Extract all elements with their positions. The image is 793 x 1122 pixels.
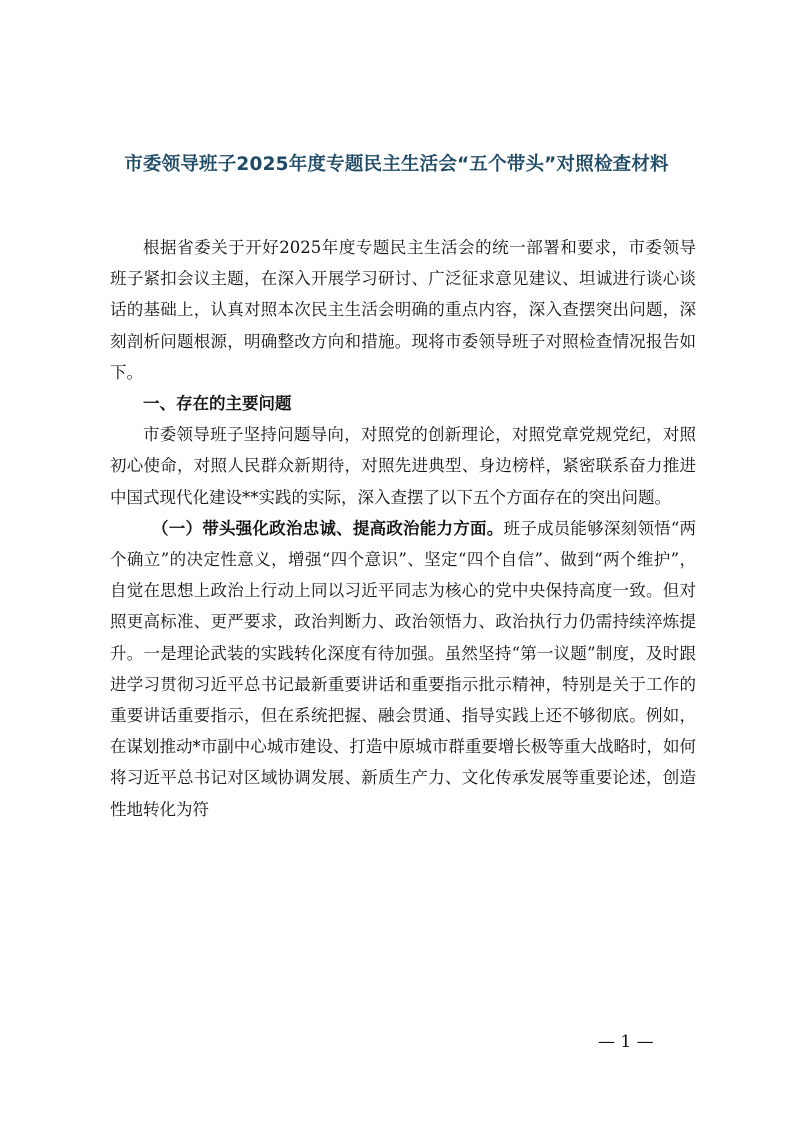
section1-paragraph: 市委领导班子坚持问题导向，对照党的创新理论，对照党章党规党纪，对照初心使命，对照人民群众新期待，对照先进典型、身边榜样，紧密联系奋力推进中国式现代化建设**实践的实际，深入查摆了以下五个方面存在的突出问题。 (110, 425, 696, 507)
section-heading-problems: 一、存在的主要问题 (143, 394, 292, 414)
intro-paragraph: 根据省委关于开好2025年度专题民主生活会的统一部署和要求，市委领导班子紧扣会议主题，在深入开展学习研讨、广泛征求意见建议、坦诚进行谈心谈话的基础上，认真对照本次民主生活会明确的重点内容，深入查摆突出问题，深刻剖析问题根源，明确整改方向和措施。现将市委领导班子对照检查情况报告如下。 (110, 238, 696, 382)
page-number: — 1 — (598, 1032, 654, 1052)
document-title: 市委领导班子2025年度专题民主生活会“五个带头”对照检查材料 (124, 154, 669, 175)
item1-text: 班子成员能够深刻领悟“两个确立”的决定性意义，增强“四个意识”、坚定“四个自信”、做到“两个维护”，自觉在思想上政治上行动上同以习近平同志为核心的党中央保持高度一致。但对照更高标准、更严要求，政治判断力、政治领悟力、政治执行力仍需持续淬炼提升。一是理论武装的实践转化深度有待加强。虽然坚持“第一议题”制度，及时跟进学习贯彻习近平总书记最新重要讲话和重要指示批示精神，特别是关于工作的重要讲话重要指示，但在系统把握、融会贯通、指导实践上还不够彻底。例如，在谋划推动*市副中心城市建设、打造中原城市群重要增长极等重大战略时，如何将习近平总书记对区域协调发展、新质生产力、文化传承发展等重要论述，创造性地转化为符 (110, 518, 697, 819)
document-body (110, 232, 696, 825)
item1-paragraph (110, 513, 696, 825)
item1-heading: （一）带头强化政治忠诚、提高政治能力方面。 (152, 518, 504, 538)
